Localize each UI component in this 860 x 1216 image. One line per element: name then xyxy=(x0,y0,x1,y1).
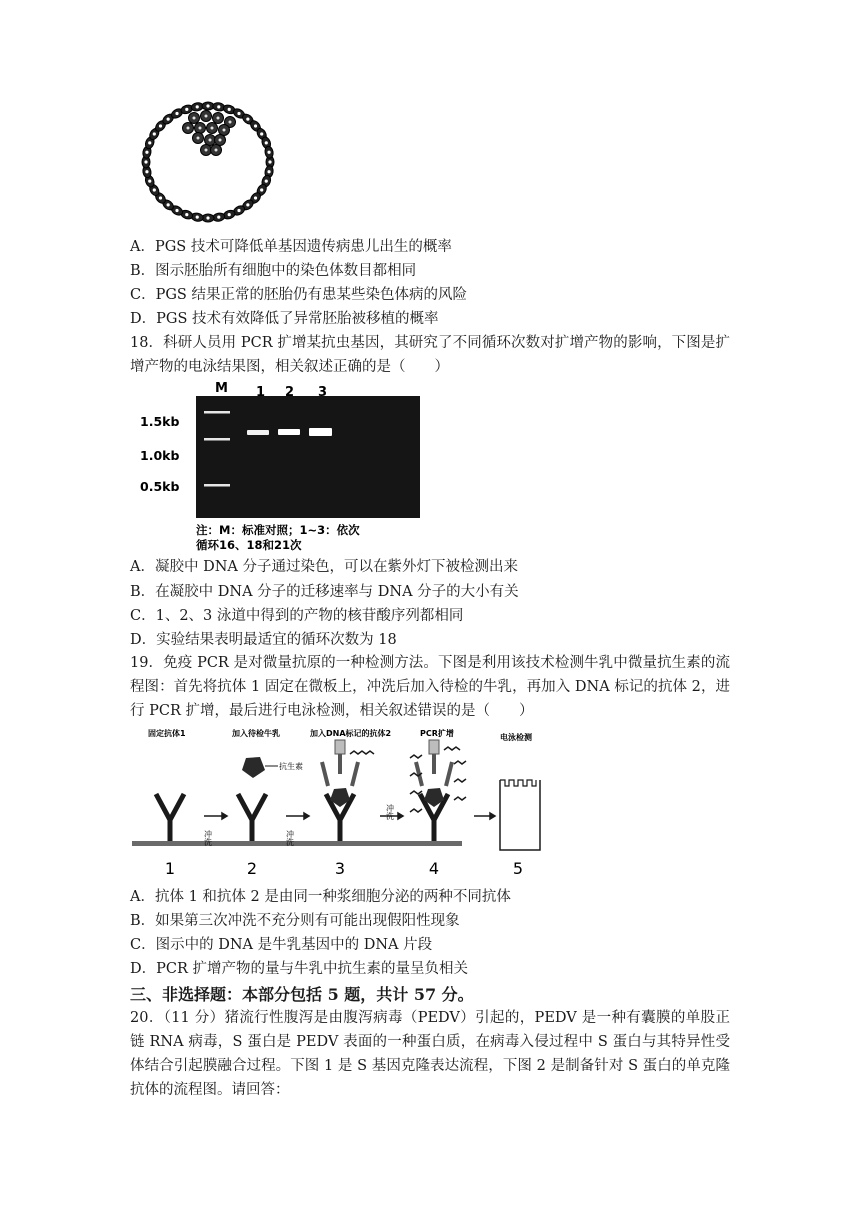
step-number-5: 5 xyxy=(512,859,524,878)
lane-3-band xyxy=(309,428,332,436)
cell-nucleus xyxy=(205,149,208,152)
cell-nucleus xyxy=(228,213,231,216)
cell-nucleus xyxy=(145,170,148,173)
cell-nucleus xyxy=(167,118,170,121)
cell-nucleus xyxy=(175,112,178,115)
q17-option-c: C．PGS 结果正常的胚胎仍有患某些染色体病的风险 xyxy=(130,287,467,303)
antibody-2 xyxy=(322,750,358,786)
cell-nucleus xyxy=(217,117,220,120)
q18-option-d: D．实验结果表明最适宜的循环次数为 18 xyxy=(130,632,397,648)
dna-strand xyxy=(454,797,466,800)
cell-nucleus xyxy=(197,137,200,140)
cell-nucleus xyxy=(205,115,208,118)
gel-note-line2: 循环16、18和21次 xyxy=(196,538,302,552)
cell-nucleus xyxy=(254,124,257,127)
dna-strand xyxy=(444,747,460,750)
q17-option-b: B．图示胚胎所有细胞中的染色体数目都相同 xyxy=(130,263,417,279)
lane-label-m: M xyxy=(215,381,228,396)
gel-electrophoresis-figure xyxy=(130,378,430,554)
cell-nucleus xyxy=(237,112,240,115)
q17-option-d: D．PGS 技术有效降低了异常胚胎被移植的概率 xyxy=(130,311,439,327)
cell-nucleus xyxy=(265,141,268,144)
cell-nucleus xyxy=(219,139,222,142)
wash-label-3: 冲洗 xyxy=(385,804,395,820)
q17-option-a: A．PGS 技术可降低单基因遗传病患儿出生的概率 xyxy=(130,239,452,255)
antibiotic-label: 抗生素 xyxy=(279,762,303,771)
marker-band-1-5kb xyxy=(204,438,230,441)
cell-nucleus xyxy=(153,132,156,135)
cell-nucleus xyxy=(260,132,263,135)
section-heading: 三、非选择题：本部分包括 5 题，共计 57 分。 xyxy=(130,985,474,1004)
wash-label-2: 冲洗 xyxy=(285,830,295,846)
step-number-3: 3 xyxy=(334,859,346,878)
cell-nucleus xyxy=(185,213,188,216)
cell-nucleus xyxy=(209,139,212,142)
q19-option-a: A．抗体 1 和抗体 2 是由同一种浆细胞分泌的两种不同抗体 xyxy=(130,889,511,905)
cell-nucleus xyxy=(199,127,202,130)
dna-strand xyxy=(454,761,466,764)
cell-nucleus xyxy=(246,203,249,206)
dna-strand xyxy=(410,791,422,794)
antibody-1-group xyxy=(156,794,448,841)
cell-nucleus xyxy=(237,209,240,212)
antibody-1 xyxy=(238,794,266,841)
lane-2-band xyxy=(278,429,300,435)
cell-nucleus xyxy=(265,180,268,183)
q20-stem: 20．（11 分）猪流行性腹泻是由腹泻病毒（PEDV）引起的，PEDV 是一种有囊膜的单股正链 RNA 病毒，S 蛋白是 PEDV 表面的一种蛋白质，在病毒入侵过程中 S 蛋白与其特异性受体结合引起膜融合过程。下图 1 是 S 基因克隆表达流程，下图 2 是制备针对 S 蛋白的单克隆抗体的流程图。请回答： xyxy=(130,1010,730,1098)
step-number-1: 1 xyxy=(164,859,176,878)
cell-nucleus xyxy=(260,188,263,191)
step-title-3: 加入DNA标记的抗体2 xyxy=(310,729,392,738)
size-label-1-0kb: 1.0kb xyxy=(140,448,180,463)
q18-option-a: A．凝胶中 DNA 分子通过染色，可以在紫外灯下被检测出来 xyxy=(130,559,518,575)
lane-label-3: 3 xyxy=(318,385,328,400)
step-number-2: 2 xyxy=(246,859,258,878)
cell-nucleus xyxy=(148,141,151,144)
cell-nucleus xyxy=(185,108,188,111)
cell-nucleus xyxy=(246,118,249,121)
q19-option-c: C．图示中的 DNA 是牛乳基因中的 DNA 片段 xyxy=(130,937,433,953)
antibody-2-stem xyxy=(429,740,439,754)
blastocyst-figure xyxy=(128,98,288,230)
size-label-0-5kb: 0.5kb xyxy=(140,479,180,494)
step-number-4: 4 xyxy=(428,859,440,878)
microplate-surface xyxy=(132,841,462,846)
cell-nucleus xyxy=(144,160,147,163)
dna-strand xyxy=(350,751,374,754)
step-title-5: 电泳检测 xyxy=(500,733,532,742)
cell-nucleus xyxy=(196,216,199,219)
cell-nucleus xyxy=(223,129,226,132)
cell-nucleus xyxy=(206,104,209,107)
cell-nucleus xyxy=(159,124,162,127)
cell-nucleus xyxy=(228,108,231,111)
cell-nucleus xyxy=(254,196,257,199)
cell-nucleus xyxy=(267,151,270,154)
cell-nucleus xyxy=(206,216,209,219)
immuno-pcr-diagram xyxy=(128,724,560,882)
cell-nucleus xyxy=(217,105,220,108)
cell-nucleus xyxy=(268,160,271,163)
step-title-2: 加入待检牛乳 xyxy=(232,729,280,738)
cell-nucleus xyxy=(159,196,162,199)
marker-band-top xyxy=(204,411,230,414)
lane-1-band xyxy=(247,430,269,435)
cell-nucleus xyxy=(145,151,148,154)
dna-strand xyxy=(410,809,422,812)
q18-option-c: C．1、2、3 泳道中得到的产物的核苷酸序列都相同 xyxy=(130,608,464,624)
gel-wells xyxy=(500,780,536,786)
wash-label-1: 冲洗 xyxy=(203,830,213,846)
size-label-1-5kb: 1.5kb xyxy=(140,414,180,429)
dna-strand xyxy=(410,755,422,758)
q19-option-b: B．如果第三次冲洗不充分则有可能出现假阳性现象 xyxy=(130,913,460,929)
dna-strand xyxy=(454,779,466,782)
cell-nucleus xyxy=(196,105,199,108)
cell-nucleus xyxy=(267,170,270,173)
antibody-2-group xyxy=(322,750,452,786)
lane-label-2: 2 xyxy=(285,385,295,400)
q18-stem: 18．科研人员用 PCR 扩增某抗虫基因，其研究了不同循环次数对扩增产物的影响，下图是扩增产物的电泳结果图，相关叙述正确的是（ ） xyxy=(130,335,730,375)
cell-nucleus xyxy=(167,203,170,206)
step-title-4: PCR扩增 xyxy=(420,729,454,738)
electrophoresis-gel xyxy=(500,780,540,850)
antibody-2-stem xyxy=(335,740,345,754)
cell-nucleus xyxy=(187,127,190,130)
gel-background xyxy=(196,396,420,518)
gel-note-line1: 注：M：标准对照；1~3：依次 xyxy=(196,523,360,537)
cell-nucleus xyxy=(175,209,178,212)
cell-nucleus xyxy=(229,121,232,124)
cell-nucleus xyxy=(211,127,214,130)
cell-nucleus xyxy=(153,188,156,191)
lane-label-1: 1 xyxy=(256,385,266,400)
cell-nucleus xyxy=(217,216,220,219)
antibody-1 xyxy=(156,794,184,841)
marker-band-0-5kb xyxy=(204,484,230,487)
q19-stem: 19．免疫 PCR 是对微量抗原的一种检测方法。下图是利用该技术检测牛乳中微量抗生素的流程图：首先将抗体 1 固定在微板上，冲洗后加入待检的牛乳，再加入 DNA 标记的抗体 2，进行 PCR 扩增，最后进行电泳检测，相关叙述错误的是（ ） xyxy=(130,655,730,719)
q18-option-b: B．在凝胶中 DNA 分子的迁移速率与 DNA 分子的大小有关 xyxy=(130,584,519,600)
cell-nucleus xyxy=(193,117,196,120)
cell-nucleus xyxy=(215,149,218,152)
q19-option-d: D．PCR 扩增产物的量与牛乳中抗生素的量呈负相关 xyxy=(130,961,469,977)
step-title-1: 固定抗体1 xyxy=(148,729,186,738)
antibiotic-molecule xyxy=(242,757,265,778)
cell-nucleus xyxy=(148,180,151,183)
